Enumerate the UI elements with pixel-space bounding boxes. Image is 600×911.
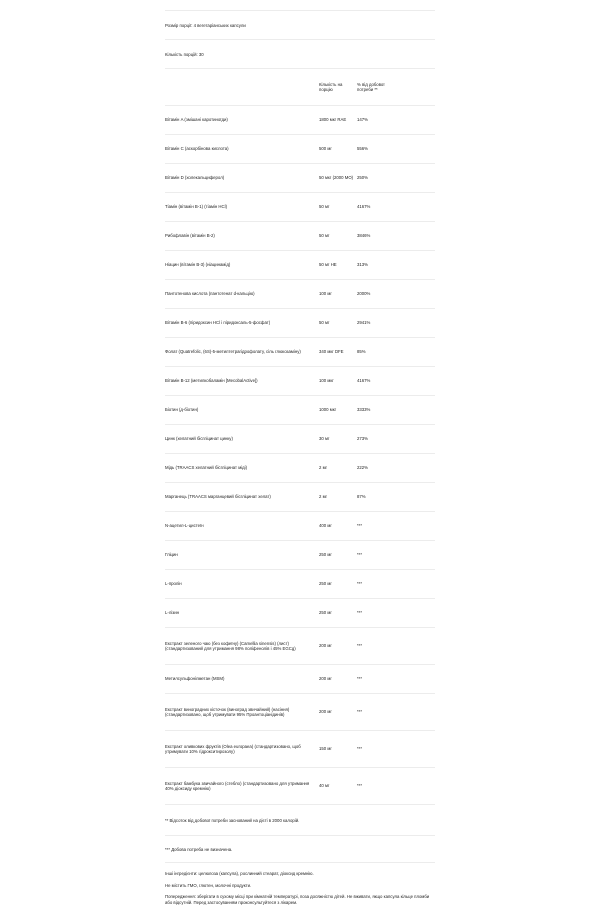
nutrient-name: Вітамін C (аскорбінова кислота) <box>165 146 229 152</box>
nutrient-name: Екстракт зеленого чаю (без кофеїну) (Camellia sinensis) (лист) (стандартизований для утримання 98% поліфенолів і 45% EGCg) <box>165 640 296 651</box>
nutrient-name: Вітамін B-12 (метилкобаламін [MecobalActive]) <box>165 378 258 384</box>
nutrient-amount: 250 мг <box>319 552 332 558</box>
nutrient-amount: 150 мг <box>319 746 332 752</box>
table-row <box>165 628 435 665</box>
nutrient-amount: 200 мг <box>319 643 332 649</box>
nutrient-dv: *** <box>357 523 363 529</box>
nutrient-name: Марганець (TRAACS марганцевий бісгліцинат хелат) <box>165 494 271 500</box>
nutrient-dv: 273% <box>357 436 368 442</box>
table-row <box>165 694 435 731</box>
nutrient-dv: 147% <box>357 117 368 123</box>
table-row <box>165 251 435 280</box>
header-amount: Кількість на порцію <box>319 81 343 92</box>
servings-count-text: Кількість порцій: 30 <box>165 51 204 57</box>
nutrient-dv: 2941% <box>357 320 371 326</box>
nutrient-name: Екстракт оливкових фруктів (Olea europaea) (стандартизовано, щоб утримувати 10% гідрокситирозолу) <box>165 743 301 754</box>
nutrient-amount: 500 мг <box>319 146 332 152</box>
table-row <box>165 599 435 628</box>
table-row <box>165 425 435 454</box>
nutrient-name: L-лізин <box>165 610 180 616</box>
table-row <box>165 309 435 338</box>
table-row <box>165 280 435 309</box>
dv-footnote <box>165 805 435 836</box>
nutrient-amount: 30 мг <box>319 436 330 442</box>
table-row <box>165 396 435 425</box>
nutrient-name: Цинк (хелатний бісгліцинат цинку) <box>165 436 233 442</box>
nutrient-name: L-пролін <box>165 581 182 587</box>
dv-footnote-text: ** Відсоток від добової потреби заснований на дієті в 2000 калорій. <box>165 817 300 823</box>
nutrient-dv: 556% <box>357 146 368 152</box>
table-row <box>165 164 435 193</box>
header-dv: % від добової потреби ** <box>357 81 385 92</box>
nutrient-amount: 250 мг <box>319 610 332 616</box>
nutrient-dv: 3333% <box>357 407 371 413</box>
table-row <box>165 483 435 512</box>
servings-count <box>165 40 435 69</box>
table-header <box>165 69 435 106</box>
nutrient-amount: 200 мг <box>319 676 332 682</box>
serving-size <box>165 10 435 40</box>
nutrient-dv: *** <box>357 643 363 649</box>
nutrient-name: Екстракт бамбука звичайного (стебло) (стандартизовано для утримання 40% діоксиду кремнію) <box>165 780 310 791</box>
nutrient-dv: *** <box>357 783 363 789</box>
nutrient-name: Рибофлавін (вітамін B-2) <box>165 233 215 239</box>
nutrient-dv: *** <box>357 676 363 682</box>
nutrient-name: Екстракт виноградних кісточок (виноград звичайний) (насіння) (стандартизовано, щоб утримувати 95% Проантоціанідинів) <box>165 706 290 717</box>
nutrient-name: Вітамін D (холекальциферол) <box>165 175 225 181</box>
nutrient-amount: 50 мг НЕ <box>319 262 337 268</box>
nutrient-amount: 1800 мкг RAE <box>319 117 347 123</box>
warning: Попередження: зберігати в сухому місці при кімнатній температурі, поза досяжністю дітей. Не вживати, якщо капсула кільце пломби або відсутній. Перед застосуванням проконсультуйтеся з лікарем. <box>165 894 430 905</box>
nutrient-dv: *** <box>357 709 363 715</box>
nutrient-table-body <box>165 106 435 805</box>
nutrient-dv: 85% <box>357 349 366 355</box>
table-row <box>165 193 435 222</box>
nutrient-dv: 3846% <box>357 233 371 239</box>
table-row <box>165 454 435 483</box>
no-dv-footnote-text: *** Добова потреба не визначена. <box>165 846 233 852</box>
table-row <box>165 541 435 570</box>
table-row <box>165 512 435 541</box>
free-of: Не містить ГМО, глютен, молочні продукти. <box>165 882 252 888</box>
table-row <box>165 768 435 805</box>
table-row <box>165 731 435 768</box>
nutrient-amount: 200 мг <box>319 709 332 715</box>
nutrient-amount: 100 мг <box>319 291 332 297</box>
nutrient-amount: 340 мкг DFE <box>319 349 344 355</box>
nutrient-dv: 2000% <box>357 291 371 297</box>
nutrient-name: N-ацетил-L-цистеїн <box>165 523 204 529</box>
nutrient-dv: 313% <box>357 262 368 268</box>
table-row <box>165 135 435 164</box>
nutrient-dv: *** <box>357 746 363 752</box>
table-row <box>165 338 435 367</box>
nutrient-amount: 50 мкг (2000 МО) <box>319 175 354 181</box>
supplement-facts <box>165 0 435 911</box>
nutrient-amount: 250 мг <box>319 581 332 587</box>
nutrient-name: Мідь (TRAACS хелатний бісгліцинат міді) <box>165 465 248 471</box>
nutrient-dv: 87% <box>357 494 366 500</box>
nutrient-name: Гліцин <box>165 552 178 558</box>
nutrient-amount: 1000 мкг <box>319 407 337 413</box>
product-notes <box>165 863 435 905</box>
nutrient-dv: *** <box>357 552 363 558</box>
nutrient-amount: 40 мг <box>319 783 330 789</box>
nutrient-amount: 50 мг <box>319 204 330 210</box>
table-row <box>165 222 435 251</box>
no-dv-footnote <box>165 836 435 863</box>
nutrient-amount: 50 мг <box>319 320 330 326</box>
nutrient-dv: 4167% <box>357 378 371 384</box>
table-row <box>165 570 435 599</box>
nutrient-dv: 4167% <box>357 204 371 210</box>
serving-size-text: Розмір порції: 4 вегетаріанських капсули <box>165 22 246 28</box>
table-row <box>165 665 435 694</box>
nutrient-amount: 100 мкг <box>319 378 334 384</box>
nutrient-amount: 50 мг <box>319 233 330 239</box>
nutrient-name: Фолат (Quatrefolic, (6S)-5-метилтетрагідрофолату, сіль глюкозаміну) <box>165 349 301 355</box>
nutrient-dv: *** <box>357 610 363 616</box>
other-ingredients: Інші інгредієнти: целюлоза (капсула), рослинний стеарат, діоксид кремнію. <box>165 871 314 876</box>
nutrient-amount: 2 мг <box>319 465 328 471</box>
nutrient-name: Тіамін (вітамін B-1) (тіамін HCl) <box>165 204 228 210</box>
nutrient-amount: 2 мг <box>319 494 328 500</box>
nutrient-amount: 400 мг <box>319 523 332 529</box>
nutrient-name: Ніацин (вітамін B-3) (ніацинамід) <box>165 262 231 268</box>
nutrient-dv: 222% <box>357 465 368 471</box>
table-row <box>165 106 435 135</box>
nutrient-name: Вітамін A (змішані каротиноїди) <box>165 117 228 123</box>
nutrient-dv: *** <box>357 581 363 587</box>
nutrient-dv: 250% <box>357 175 368 181</box>
nutrient-name: Вітамін B-6 (піридоксин HCl і піридоксаль-5-фосфат) <box>165 320 271 326</box>
table-row <box>165 367 435 396</box>
nutrient-name: Пантотенова кислота (пантотенат d-кальцію) <box>165 291 255 297</box>
nutrient-name: Метилсульфонілметан (MSM) <box>165 676 225 682</box>
nutrient-name: Біотин (д-біотин) <box>165 407 199 413</box>
